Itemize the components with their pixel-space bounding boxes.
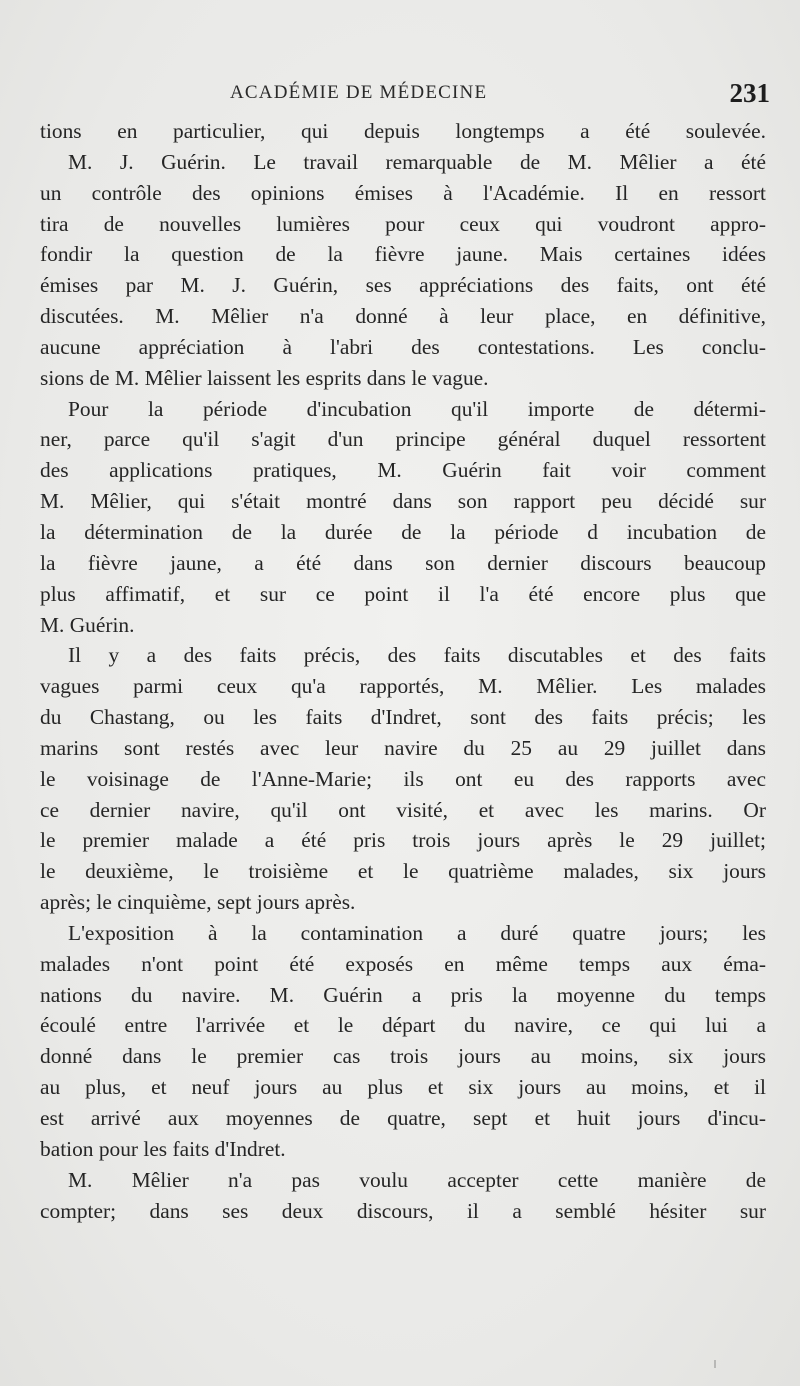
body-text	[40, 116, 766, 1226]
text-line: M. J. Guérin. Le travail remarquable de M. Mêlier a été	[68, 149, 766, 174]
text-line: fondir la question de la fièvre jaune. Mais certaines idées	[40, 242, 766, 267]
text-line: vagues parmi ceux qu'a rapportés, M. Mêlier. Les malades	[40, 674, 766, 699]
page-number: 231	[729, 78, 770, 108]
text-line: compter; dans ses deux discours, il a semblé hésiter sur	[40, 1198, 766, 1223]
text-line: M. Guérin.	[40, 612, 135, 637]
text-line: tions en particulier, qui depuis longtemps a été soulevée.	[40, 119, 766, 143]
text-line: ner, parce qu'il s'agit d'un principe général duquel ressortent	[40, 427, 766, 452]
text-line: nations du navire. M. Guérin a pris la moyenne du temps	[40, 982, 766, 1007]
text-line: M. Mêlier, qui s'était montré dans son rapport peu décidé sur	[40, 489, 766, 514]
text-line: plus affimatif, et sur ce point il l'a été encore plus que	[40, 581, 766, 606]
text-line: L'exposition à la contamination a duré quatre jours; les	[68, 920, 766, 945]
text-line: le deuxième, le troisième et le quatrième malades, six jours	[40, 859, 766, 884]
text-line: un contrôle des opinions émises à l'Académie. Il en ressort	[40, 180, 766, 205]
text-line: Pour la période d'incubation qu'il importe de détermi-	[68, 396, 766, 421]
text-line: des applications pratiques, M. Guérin fait voir comment	[40, 458, 766, 483]
text-line: sions de M. Mêlier laissent les esprits dans le vague.	[40, 365, 489, 390]
text-line: M. Mêlier n'a pas voulu accepter cette manière de	[68, 1167, 766, 1192]
paper-speck	[714, 1360, 716, 1368]
text-line: après; le cinquième, sept jours après.	[40, 890, 356, 915]
text-line: malades n'ont point été exposés en même temps aux éma-	[40, 951, 766, 976]
text-line: le voisinage de l'Anne-Marie; ils ont eu des rapports avec	[40, 766, 766, 791]
page-header	[40, 78, 770, 110]
text-line: tira de nouvelles lumières pour ceux qui voudront appro-	[40, 211, 766, 236]
running-head: ACADÉMIE DE MÉDECINE	[230, 82, 488, 103]
text-line: est arrivé aux moyennes de quatre, sept et huit jours d'incu-	[40, 1106, 766, 1130]
text-line: donné dans le premier cas trois jours au moins, six jours	[40, 1044, 766, 1069]
text-line: discutées. M. Mêlier n'a donné à leur place, en définitive,	[40, 304, 766, 329]
text-line: marins sont restés avec leur navire du 25 au 29 juillet dans	[40, 735, 766, 760]
text-line: bation pour les faits d'Indret.	[40, 1136, 286, 1161]
text-line: du Chastang, ou les faits d'Indret, sont des faits précis; les	[40, 705, 766, 730]
text-line: aucune appréciation à l'abri des contestations. Les conclu-	[40, 334, 766, 359]
text-line: écoulé entre l'arrivée et le départ du navire, ce qui lui a	[40, 1013, 766, 1038]
text-line: émises par M. J. Guérin, ses appréciations des faits, ont été	[40, 273, 766, 298]
text-line: le premier malade a été pris trois jours après le 29 juillet;	[40, 828, 766, 853]
text-line: ce dernier navire, qu'il ont visité, et avec les marins. Or	[40, 797, 766, 822]
text-line: Il y a des faits précis, des faits discutables et des faits	[68, 643, 766, 668]
text-line: au plus, et neuf jours au plus et six jours au moins, et il	[40, 1075, 766, 1100]
text-line: la fièvre jaune, a été dans son dernier discours beaucoup	[40, 550, 766, 575]
text-line: la détermination de la durée de la période d incubation de	[40, 519, 766, 544]
